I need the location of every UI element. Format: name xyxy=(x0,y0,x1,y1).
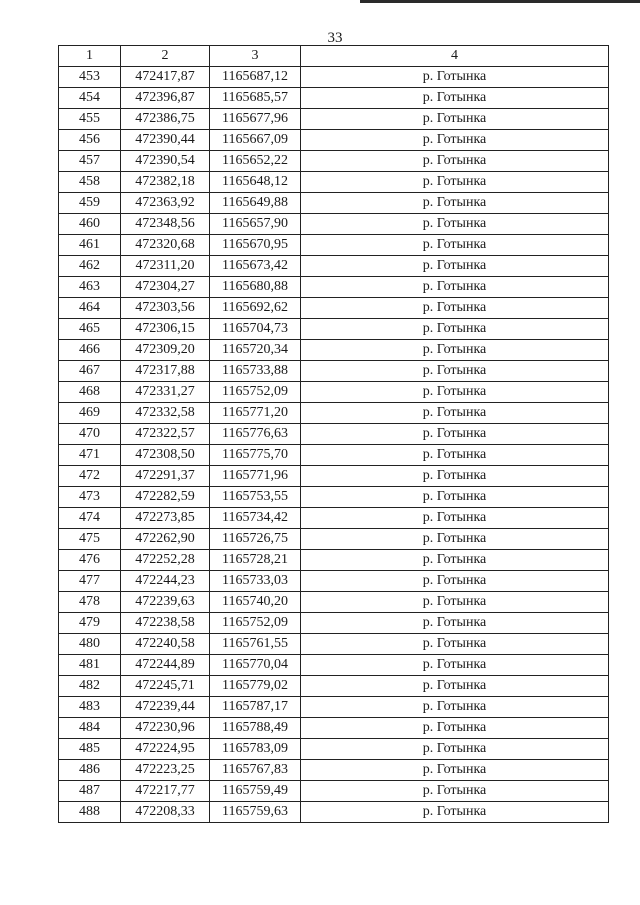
x-coordinate-cell: 472417,87 xyxy=(121,67,210,88)
x-coordinate-cell: 472306,15 xyxy=(121,319,210,340)
table-row xyxy=(59,151,609,172)
y-coordinate-cell: 1165759,49 xyxy=(210,781,301,802)
y-coordinate-cell: 1165720,34 xyxy=(210,340,301,361)
description-cell: р. Готынка xyxy=(301,655,609,676)
y-coordinate-cell: 1165767,83 xyxy=(210,760,301,781)
table-row xyxy=(59,298,609,319)
table-row xyxy=(59,424,609,445)
description-cell: р. Готынка xyxy=(301,466,609,487)
point-number-cell: 458 xyxy=(59,172,121,193)
table-row xyxy=(59,277,609,298)
table-row xyxy=(59,193,609,214)
point-number-cell: 477 xyxy=(59,571,121,592)
description-cell: р. Готынка xyxy=(301,382,609,403)
x-coordinate-cell: 472282,59 xyxy=(121,487,210,508)
description-cell: р. Готынка xyxy=(301,760,609,781)
description-cell: р. Готынка xyxy=(301,508,609,529)
table-header-row xyxy=(59,46,609,67)
x-coordinate-cell: 472332,58 xyxy=(121,403,210,424)
y-coordinate-cell: 1165726,75 xyxy=(210,529,301,550)
x-coordinate-cell: 472363,92 xyxy=(121,193,210,214)
x-coordinate-cell: 472308,50 xyxy=(121,445,210,466)
column-header-4: 4 xyxy=(301,46,609,67)
table-row xyxy=(59,466,609,487)
y-coordinate-cell: 1165733,88 xyxy=(210,361,301,382)
description-cell: р. Готынка xyxy=(301,340,609,361)
point-number-cell: 485 xyxy=(59,739,121,760)
description-cell: р. Готынка xyxy=(301,487,609,508)
column-header-3: 3 xyxy=(210,46,301,67)
y-coordinate-cell: 1165775,70 xyxy=(210,445,301,466)
point-number-cell: 476 xyxy=(59,550,121,571)
table-row xyxy=(59,550,609,571)
y-coordinate-cell: 1165670,95 xyxy=(210,235,301,256)
table-row xyxy=(59,529,609,550)
y-coordinate-cell: 1165734,42 xyxy=(210,508,301,529)
table-row xyxy=(59,634,609,655)
point-number-cell: 480 xyxy=(59,634,121,655)
point-number-cell: 466 xyxy=(59,340,121,361)
x-coordinate-cell: 472304,27 xyxy=(121,277,210,298)
description-cell: р. Готынка xyxy=(301,172,609,193)
coordinates-table xyxy=(58,45,609,823)
description-cell: р. Готынка xyxy=(301,529,609,550)
x-coordinate-cell: 472396,87 xyxy=(121,88,210,109)
x-coordinate-cell: 472348,56 xyxy=(121,214,210,235)
table-row xyxy=(59,445,609,466)
table-row xyxy=(59,319,609,340)
y-coordinate-cell: 1165771,20 xyxy=(210,403,301,424)
scan-edge-bar xyxy=(360,0,640,3)
description-cell: р. Готынка xyxy=(301,424,609,445)
point-number-cell: 472 xyxy=(59,466,121,487)
description-cell: р. Готынка xyxy=(301,718,609,739)
x-coordinate-cell: 472262,90 xyxy=(121,529,210,550)
description-cell: р. Готынка xyxy=(301,634,609,655)
y-coordinate-cell: 1165779,02 xyxy=(210,676,301,697)
point-number-cell: 459 xyxy=(59,193,121,214)
x-coordinate-cell: 472309,20 xyxy=(121,340,210,361)
point-number-cell: 465 xyxy=(59,319,121,340)
description-cell: р. Готынка xyxy=(301,571,609,592)
table-row xyxy=(59,109,609,130)
y-coordinate-cell: 1165776,63 xyxy=(210,424,301,445)
x-coordinate-cell: 472322,57 xyxy=(121,424,210,445)
x-coordinate-cell: 472317,88 xyxy=(121,361,210,382)
point-number-cell: 455 xyxy=(59,109,121,130)
table-row xyxy=(59,676,609,697)
table-row xyxy=(59,214,609,235)
y-coordinate-cell: 1165685,57 xyxy=(210,88,301,109)
y-coordinate-cell: 1165788,49 xyxy=(210,718,301,739)
point-number-cell: 470 xyxy=(59,424,121,445)
point-number-cell: 453 xyxy=(59,67,121,88)
y-coordinate-cell: 1165667,09 xyxy=(210,130,301,151)
y-coordinate-cell: 1165648,12 xyxy=(210,172,301,193)
point-number-cell: 482 xyxy=(59,676,121,697)
table-row xyxy=(59,739,609,760)
y-coordinate-cell: 1165704,73 xyxy=(210,319,301,340)
point-number-cell: 461 xyxy=(59,235,121,256)
y-coordinate-cell: 1165652,22 xyxy=(210,151,301,172)
table-row xyxy=(59,613,609,634)
x-coordinate-cell: 472386,75 xyxy=(121,109,210,130)
description-cell: р. Готынка xyxy=(301,592,609,613)
x-coordinate-cell: 472240,58 xyxy=(121,634,210,655)
description-cell: р. Готынка xyxy=(301,802,609,823)
table-row xyxy=(59,382,609,403)
table-row xyxy=(59,487,609,508)
point-number-cell: 471 xyxy=(59,445,121,466)
x-coordinate-cell: 472311,20 xyxy=(121,256,210,277)
page-number: 33 xyxy=(327,30,343,46)
table-row xyxy=(59,67,609,88)
y-coordinate-cell: 1165752,09 xyxy=(210,382,301,403)
point-number-cell: 463 xyxy=(59,277,121,298)
description-cell: р. Готынка xyxy=(301,697,609,718)
x-coordinate-cell: 472239,63 xyxy=(121,592,210,613)
y-coordinate-cell: 1165753,55 xyxy=(210,487,301,508)
table-body xyxy=(59,67,609,823)
column-header-1: 1 xyxy=(59,46,121,67)
x-coordinate-cell: 472390,54 xyxy=(121,151,210,172)
y-coordinate-cell: 1165787,17 xyxy=(210,697,301,718)
y-coordinate-cell: 1165733,03 xyxy=(210,571,301,592)
description-cell: р. Готынка xyxy=(301,550,609,571)
description-cell: р. Готынка xyxy=(301,130,609,151)
x-coordinate-cell: 472238,58 xyxy=(121,613,210,634)
y-coordinate-cell: 1165761,55 xyxy=(210,634,301,655)
x-coordinate-cell: 472230,96 xyxy=(121,718,210,739)
y-coordinate-cell: 1165783,09 xyxy=(210,739,301,760)
description-cell: р. Готынка xyxy=(301,739,609,760)
x-coordinate-cell: 472208,33 xyxy=(121,802,210,823)
y-coordinate-cell: 1165687,12 xyxy=(210,67,301,88)
x-coordinate-cell: 472273,85 xyxy=(121,508,210,529)
y-coordinate-cell: 1165740,20 xyxy=(210,592,301,613)
description-cell: р. Готынка xyxy=(301,361,609,382)
table-row xyxy=(59,340,609,361)
table-row xyxy=(59,508,609,529)
x-coordinate-cell: 472217,77 xyxy=(121,781,210,802)
table-row xyxy=(59,403,609,424)
table-row xyxy=(59,760,609,781)
point-number-cell: 456 xyxy=(59,130,121,151)
description-cell: р. Готынка xyxy=(301,445,609,466)
y-coordinate-cell: 1165771,96 xyxy=(210,466,301,487)
x-coordinate-cell: 472224,95 xyxy=(121,739,210,760)
table-row xyxy=(59,718,609,739)
point-number-cell: 475 xyxy=(59,529,121,550)
x-coordinate-cell: 472244,89 xyxy=(121,655,210,676)
description-cell: р. Готынка xyxy=(301,613,609,634)
description-cell: р. Готынка xyxy=(301,277,609,298)
point-number-cell: 481 xyxy=(59,655,121,676)
point-number-cell: 460 xyxy=(59,214,121,235)
table-row xyxy=(59,172,609,193)
column-header-2: 2 xyxy=(121,46,210,67)
table-row xyxy=(59,655,609,676)
point-number-cell: 454 xyxy=(59,88,121,109)
point-number-cell: 474 xyxy=(59,508,121,529)
y-coordinate-cell: 1165677,96 xyxy=(210,109,301,130)
y-coordinate-cell: 1165692,62 xyxy=(210,298,301,319)
description-cell: р. Готынка xyxy=(301,109,609,130)
y-coordinate-cell: 1165657,90 xyxy=(210,214,301,235)
description-cell: р. Готынка xyxy=(301,235,609,256)
table-row xyxy=(59,697,609,718)
point-number-cell: 488 xyxy=(59,802,121,823)
table-row xyxy=(59,88,609,109)
y-coordinate-cell: 1165680,88 xyxy=(210,277,301,298)
point-number-cell: 462 xyxy=(59,256,121,277)
x-coordinate-cell: 472320,68 xyxy=(121,235,210,256)
x-coordinate-cell: 472331,27 xyxy=(121,382,210,403)
x-coordinate-cell: 472252,28 xyxy=(121,550,210,571)
y-coordinate-cell: 1165752,09 xyxy=(210,613,301,634)
table-row xyxy=(59,781,609,802)
description-cell: р. Готынка xyxy=(301,151,609,172)
description-cell: р. Готынка xyxy=(301,298,609,319)
point-number-cell: 468 xyxy=(59,382,121,403)
table-row xyxy=(59,571,609,592)
x-coordinate-cell: 472239,44 xyxy=(121,697,210,718)
point-number-cell: 473 xyxy=(59,487,121,508)
table-row xyxy=(59,256,609,277)
description-cell: р. Готынка xyxy=(301,256,609,277)
table-row xyxy=(59,235,609,256)
point-number-cell: 484 xyxy=(59,718,121,739)
description-cell: р. Готынка xyxy=(301,214,609,235)
description-cell: р. Готынка xyxy=(301,319,609,340)
x-coordinate-cell: 472382,18 xyxy=(121,172,210,193)
point-number-cell: 483 xyxy=(59,697,121,718)
description-cell: р. Готынка xyxy=(301,403,609,424)
description-cell: р. Готынка xyxy=(301,676,609,697)
x-coordinate-cell: 472245,71 xyxy=(121,676,210,697)
point-number-cell: 486 xyxy=(59,760,121,781)
description-cell: р. Готынка xyxy=(301,88,609,109)
x-coordinate-cell: 472244,23 xyxy=(121,571,210,592)
table-row xyxy=(59,361,609,382)
point-number-cell: 464 xyxy=(59,298,121,319)
point-number-cell: 469 xyxy=(59,403,121,424)
x-coordinate-cell: 472223,25 xyxy=(121,760,210,781)
point-number-cell: 479 xyxy=(59,613,121,634)
table-row xyxy=(59,592,609,613)
x-coordinate-cell: 472390,44 xyxy=(121,130,210,151)
table-row xyxy=(59,130,609,151)
description-cell: р. Готынка xyxy=(301,781,609,802)
description-cell: р. Готынка xyxy=(301,193,609,214)
description-cell: р. Готынка xyxy=(301,67,609,88)
y-coordinate-cell: 1165649,88 xyxy=(210,193,301,214)
table-row xyxy=(59,802,609,823)
point-number-cell: 478 xyxy=(59,592,121,613)
x-coordinate-cell: 472291,37 xyxy=(121,466,210,487)
y-coordinate-cell: 1165728,21 xyxy=(210,550,301,571)
point-number-cell: 487 xyxy=(59,781,121,802)
y-coordinate-cell: 1165759,63 xyxy=(210,802,301,823)
point-number-cell: 467 xyxy=(59,361,121,382)
y-coordinate-cell: 1165673,42 xyxy=(210,256,301,277)
y-coordinate-cell: 1165770,04 xyxy=(210,655,301,676)
x-coordinate-cell: 472303,56 xyxy=(121,298,210,319)
point-number-cell: 457 xyxy=(59,151,121,172)
